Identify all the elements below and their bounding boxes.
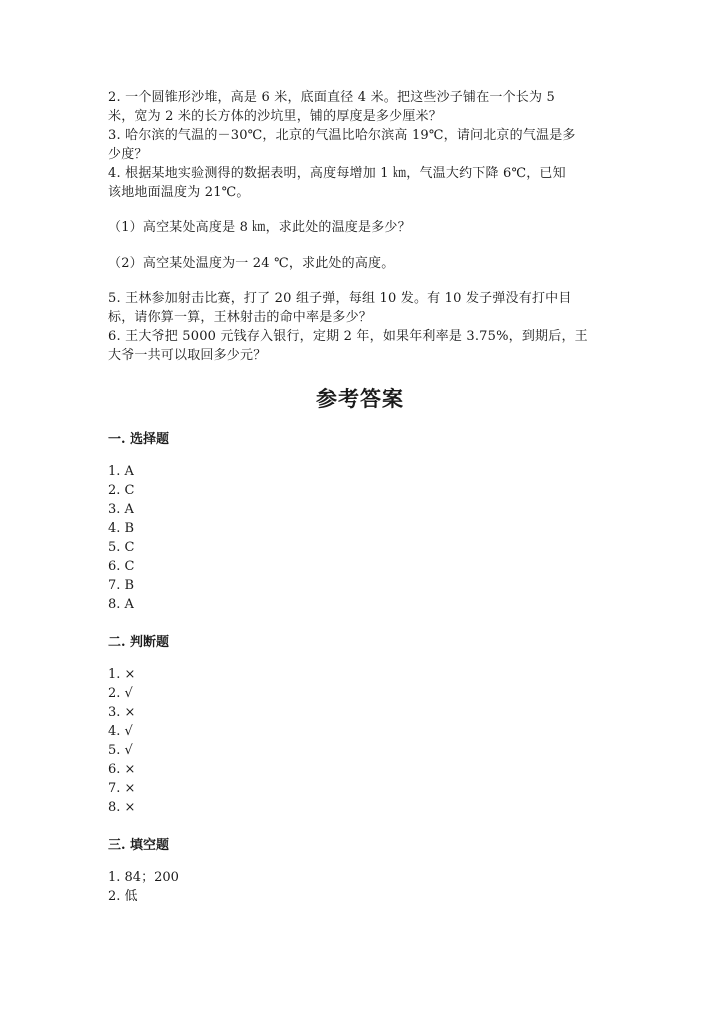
- answer-item: 6. ×: [108, 762, 136, 777]
- answer-item: 2. 低: [108, 889, 138, 904]
- answer-item: 5. √: [108, 743, 133, 758]
- answer-item: 7. B: [108, 578, 135, 593]
- question-4-sub-2: （2）高空某处温度为一 24 ℃，求此处的高度。: [108, 256, 395, 271]
- answer-item: 1. 84；200: [108, 870, 179, 885]
- section-heading-multiple-choice: 一. 选择题: [108, 432, 170, 447]
- question-5-line-2: 标，请你算一算，王林射击的命中率是多少？: [108, 310, 373, 325]
- question-3-line-2: 少度？: [108, 147, 148, 162]
- fill-in-blank-answer-list: [108, 868, 179, 906]
- answer-key-title: 参考答案: [316, 386, 404, 411]
- answer-item: 3. ×: [108, 705, 136, 720]
- answer-item: 2. C: [108, 483, 135, 498]
- question-6-line-1: 6. 王大爷把 5000 元钱存入银行，定期 2 年，如果年利率是 3.75%，到期后，王: [108, 329, 588, 344]
- section-heading-fill-in-blank: 三. 填空题: [108, 838, 170, 853]
- true-false-answer-list: [108, 665, 135, 817]
- question-6-line-2: 大爷一共可以取回多少元？: [108, 348, 267, 363]
- question-2-line-2: 米，宽为 2 米的长方体的沙坑里，铺的厚度是多少厘米？: [108, 109, 442, 124]
- section-heading-true-false: 二. 判断题: [108, 635, 170, 650]
- multiple-choice-answer-list: [108, 462, 134, 614]
- answer-item: 8. A: [108, 597, 134, 612]
- answer-item: 2. √: [108, 686, 133, 701]
- answer-item: 4. √: [108, 724, 133, 739]
- question-4-sub-1: （1）高空某处高度是 8 ㎞，求此处的温度是多少？: [108, 220, 411, 235]
- answer-item: 6. C: [108, 559, 135, 574]
- answer-item: 3. A: [108, 502, 134, 517]
- question-4-line-2: 该地地面温度为 21℃。: [108, 185, 250, 200]
- answer-item: 8. ×: [108, 800, 136, 815]
- answer-item: 4. B: [108, 521, 135, 536]
- question-5-line-1: 5. 王林参加射击比赛，打了 20 组子弹，每组 10 发。有 10 发子弹没有打中目: [108, 291, 572, 306]
- answer-item: 1. ×: [108, 667, 136, 682]
- answer-item: 7. ×: [108, 781, 136, 796]
- question-3-line-1: 3. 哈尔滨的气温的－30℃，北京的气温比哈尔滨高 19℃，请问北京的气温是多: [108, 128, 576, 143]
- question-4-line-1: 4. 根据某地实验测得的数据表明，高度每增加 1 ㎞，气温大约下降 6℃，已知: [108, 166, 566, 181]
- question-2-line-1: 2. 一个圆锥形沙堆，高是 6 米，底面直径 4 米。把这些沙子铺在一个长为 5: [108, 90, 556, 105]
- answer-item: 5. C: [108, 540, 135, 555]
- answer-item: 1. A: [108, 464, 134, 479]
